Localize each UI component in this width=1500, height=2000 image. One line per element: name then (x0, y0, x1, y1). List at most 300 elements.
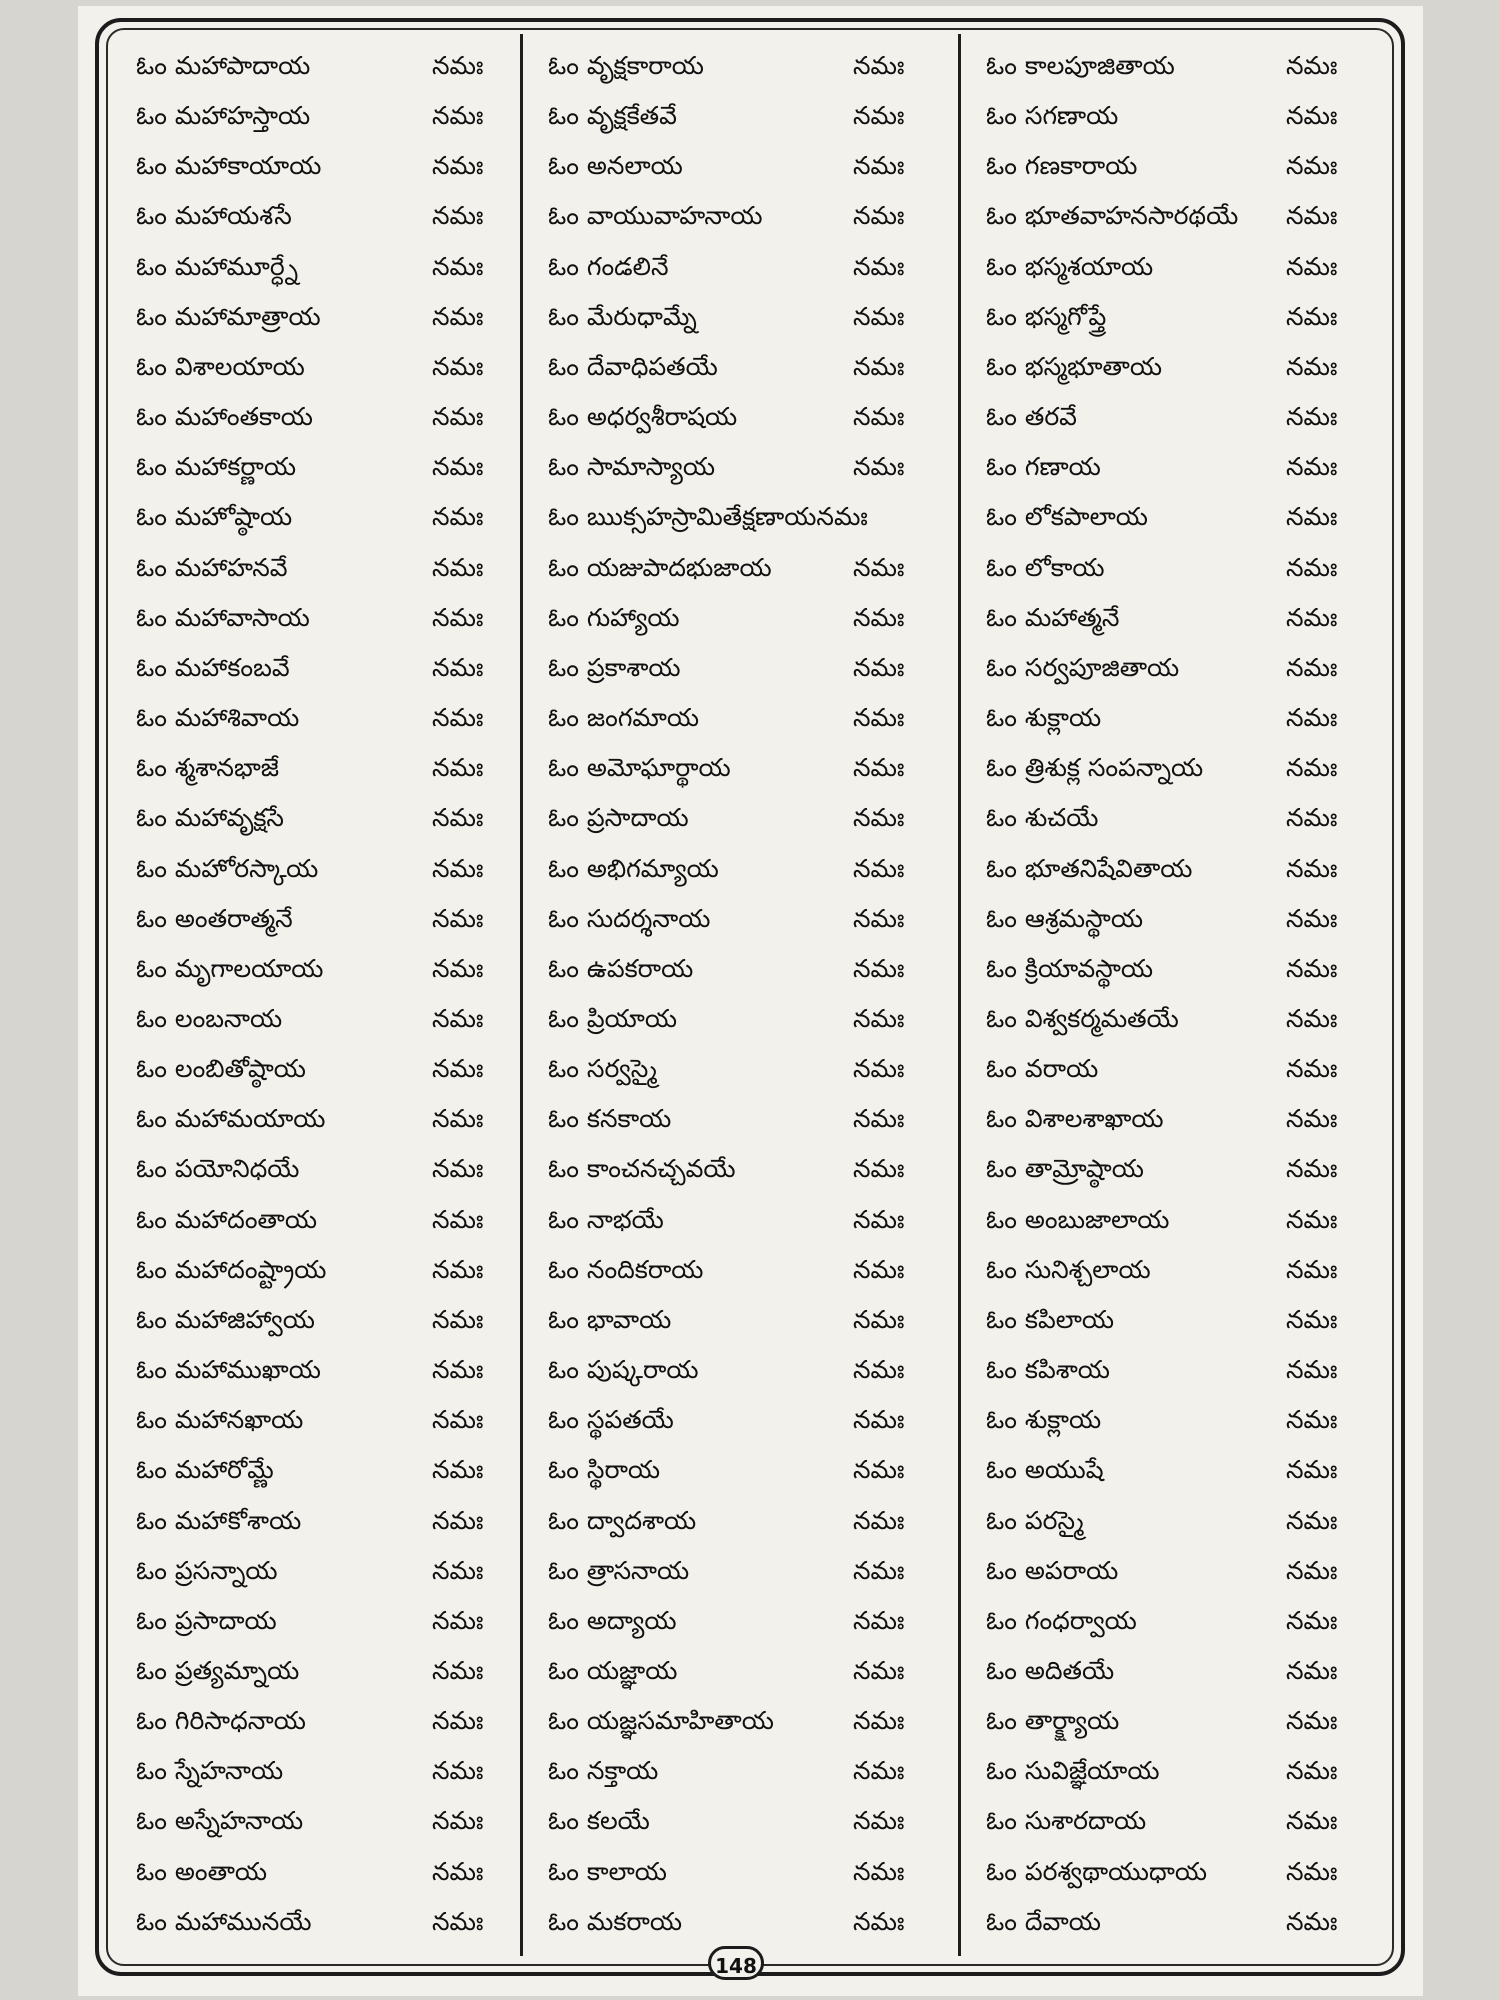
mantra-name: ఓం మహాశివాయ (136, 703, 300, 733)
namah-label: నమః (432, 1154, 484, 1184)
mantra-row (986, 1900, 1366, 1944)
mantra-name: ఓం స్థపతయే (548, 1405, 674, 1435)
mantra-row (136, 1348, 506, 1392)
mantra-row (986, 1348, 1366, 1392)
namah-label: నమః (432, 101, 484, 131)
namah-label: నమః (1286, 1656, 1338, 1685)
mantra-row (548, 1198, 948, 1242)
mantra-name: ఓం కనకాయ (548, 1104, 672, 1134)
mantra-name: ఓం కాలపూజితాయ (986, 51, 1175, 80)
namah-label: నమః (432, 1355, 484, 1385)
namah-label: నమః (1286, 1204, 1338, 1234)
namah-label: నమః (853, 301, 905, 331)
mantra-name: ఓం ఋక్సహస్రామితేక్షణాయనమః (548, 502, 868, 532)
mantra-row (986, 495, 1366, 539)
mantra-row (136, 696, 506, 740)
namah-label: నమః (1286, 1355, 1338, 1385)
mantra-row (136, 1248, 506, 1292)
mantra-name: ఓం వృక్షకేతవే (548, 101, 677, 131)
namah-label: నమః (853, 903, 905, 933)
namah-label: నమః (1286, 903, 1338, 933)
namah-label: నమః (1286, 301, 1338, 331)
mantra-row (986, 646, 1366, 690)
mantra-row (986, 746, 1366, 790)
mantra-row (136, 1499, 506, 1543)
namah-label: నమః (853, 803, 905, 833)
mantra-row (548, 596, 948, 640)
mantra-row (986, 1097, 1366, 1141)
namah-label: నమః (432, 1204, 484, 1234)
mantra-name: ఓం అస్నేహనాయ (136, 1806, 304, 1836)
mantra-row (986, 1147, 1366, 1191)
mantra-name: ఓం భస్మభూతాయ (986, 351, 1162, 381)
column-3 (986, 44, 1366, 1944)
namah-label: నమః (1286, 201, 1338, 231)
column-1 (136, 44, 506, 1944)
mantra-row (136, 395, 506, 439)
namah-label: నమః (1286, 1906, 1338, 1936)
mantra-name: ఓం అంబుజాలాయ (986, 1204, 1170, 1234)
mantra-row (986, 1448, 1366, 1492)
namah-label: నమః (853, 351, 905, 381)
mantra-name: ఓం మహాకర్ణాయ (136, 452, 296, 482)
mantra-name: ఓం లోకాయ (986, 552, 1105, 582)
mantra-name: ఓం విశ్వకర్మమతయే (986, 1003, 1179, 1033)
mantra-row (986, 947, 1366, 991)
namah-label: నమః (1286, 402, 1338, 432)
namah-label: నమః (853, 1405, 905, 1435)
namah-label: నమః (432, 1656, 484, 1685)
namah-label: నమః (432, 502, 484, 532)
mantra-row (548, 1298, 948, 1342)
mantra-name: ఓం మహాయశసే (136, 201, 292, 231)
namah-label: నమః (1286, 1054, 1338, 1084)
namah-label: నమః (1286, 1706, 1338, 1736)
mantra-name: ఓం నక్తాయ (548, 1756, 659, 1786)
namah-label: నమః (1286, 1003, 1338, 1033)
namah-label: నమః (432, 1555, 484, 1585)
namah-label: నమః (853, 1455, 905, 1485)
mantra-name: ఓం లంబితోష్ఠాయ (136, 1054, 306, 1084)
mantra-row (548, 1448, 948, 1492)
namah-label: నమః (1286, 51, 1338, 80)
mantra-name: ఓం భస్మగోప్త్రే (986, 301, 1107, 331)
mantra-name: ఓం మహామయాయ (136, 1104, 326, 1134)
mantra-name: ఓం మహోష్ఠాయ (136, 502, 293, 532)
mantra-name: ఓం అపరాయ (986, 1555, 1119, 1585)
mantra-name: ఓం శుక్లాయ (986, 1405, 1102, 1435)
mantra-name: ఓం మకరాయ (548, 1906, 682, 1936)
namah-label: నమః (853, 51, 905, 80)
namah-label: నమః (853, 1003, 905, 1033)
mantra-row (136, 1749, 506, 1793)
mantra-row (136, 295, 506, 339)
mantra-name: ఓం అనలాయ (548, 151, 683, 181)
mantra-name: ఓం శ్మశానభాజే (136, 753, 280, 783)
namah-label: నమః (432, 1104, 484, 1134)
mantra-row (548, 1599, 948, 1643)
mantra-name: ఓం తార్క్ష్యాయ (986, 1706, 1120, 1736)
mantra-name: ఓం సర్వపూజితాయ (986, 652, 1180, 682)
mantra-name: ఓం వరాయ (986, 1054, 1099, 1084)
mantra-name: ఓం గణాయ (986, 452, 1101, 482)
mantra-row (548, 1649, 948, 1693)
mantra-name: ఓం త్రిశుక్ల సంపన్నాయ (986, 753, 1204, 783)
mantra-row (986, 194, 1366, 238)
mantra-row (548, 1097, 948, 1141)
mantra-name: ఓం విశాలయాయ (136, 351, 305, 381)
namah-label: నమః (1286, 1806, 1338, 1836)
mantra-row (136, 596, 506, 640)
namah-label: నమః (853, 1254, 905, 1284)
mantra-row (548, 144, 948, 188)
namah-label: నమః (853, 1656, 905, 1685)
namah-label: నమః (853, 1505, 905, 1535)
namah-label: నమః (853, 1204, 905, 1234)
namah-label: నమః (432, 452, 484, 482)
mantra-row (986, 897, 1366, 941)
mantra-row (548, 1248, 948, 1292)
mantra-row (986, 796, 1366, 840)
namah-label: నమః (853, 1304, 905, 1334)
mantra-row (986, 1699, 1366, 1743)
namah-label: నమః (853, 703, 905, 733)
mantra-row (548, 997, 948, 1041)
mantra-name: ఓం మహామాత్రాయ (136, 301, 321, 331)
mantra-name: ఓం మహాహనవే (136, 552, 288, 582)
mantra-row (548, 897, 948, 941)
mantra-row (136, 796, 506, 840)
mantra-row (986, 144, 1366, 188)
mantra-name: ఓం తామ్రోష్ఠాయ (986, 1154, 1144, 1184)
mantra-row (136, 746, 506, 790)
namah-label: నమః (1286, 953, 1338, 983)
namah-label: నమః (432, 151, 484, 181)
mantra-name: ఓం మహాకంబవే (136, 652, 290, 682)
mantra-row (548, 1549, 948, 1593)
mantra-row (548, 696, 948, 740)
mantra-name: ఓం ఆశ్రమస్థాయ (986, 903, 1143, 933)
mantra-row (548, 1850, 948, 1894)
mantra-name: ఓం మహాదంతాయ (136, 1204, 317, 1234)
namah-label: నమః (853, 652, 905, 682)
namah-label: నమః (853, 1806, 905, 1836)
mantra-name: ఓం మహాముఖాయ (136, 1355, 321, 1385)
mantra-name: ఓం తరవే (986, 402, 1077, 432)
namah-label: నమః (432, 1706, 484, 1736)
mantra-name: ఓం విశాలశాఖాయ (986, 1104, 1164, 1134)
mantra-row (986, 1248, 1366, 1292)
mantra-row (986, 44, 1366, 88)
namah-label: నమః (853, 1756, 905, 1786)
mantra-name: ఓం యజ్ఞసమాహితాయ (548, 1706, 774, 1736)
namah-label: నమః (853, 1154, 905, 1184)
mantra-name: ఓం వాయువాహనాయ (548, 201, 763, 231)
mantra-name: ఓం అదితయే (986, 1656, 1115, 1685)
mantra-name: ఓం ప్రకాశాయ (548, 652, 681, 682)
namah-label: నమః (1286, 853, 1338, 883)
mantra-row (986, 1799, 1366, 1843)
namah-label: నమః (853, 753, 905, 783)
mantra-row (986, 847, 1366, 891)
namah-label: నమః (432, 1906, 484, 1936)
mantra-row (548, 44, 948, 88)
mantra-row (136, 1549, 506, 1593)
mantra-row (136, 997, 506, 1041)
namah-label: నమః (1286, 1856, 1338, 1886)
namah-label: నమః (1286, 703, 1338, 733)
mantra-row (986, 596, 1366, 640)
mantra-row (986, 295, 1366, 339)
mantra-row (136, 1147, 506, 1191)
namah-label: నమః (1286, 1254, 1338, 1284)
mantra-row (986, 1398, 1366, 1442)
mantra-row (548, 1799, 948, 1843)
column-divider-2 (958, 34, 961, 1956)
mantra-name: ఓం గుహ్యాయ (548, 602, 680, 632)
mantra-row (136, 546, 506, 590)
mantra-name: ఓం నందికరాయ (548, 1254, 704, 1284)
namah-label: నమః (1286, 1455, 1338, 1485)
mantra-name: ఓం త్రాసనాయ (548, 1555, 690, 1585)
mantra-row (136, 245, 506, 289)
mantra-row (548, 194, 948, 238)
namah-label: నమః (853, 1706, 905, 1736)
mantra-row (136, 1448, 506, 1492)
mantra-name: ఓం అంతరాత్మనే (136, 903, 293, 933)
mantra-name: ఓం లోకపాలాయ (986, 502, 1148, 532)
mantra-row (136, 1850, 506, 1894)
page-number: 148 (708, 1946, 764, 1980)
mantra-name: ఓం అంతాయ (136, 1856, 268, 1886)
mantra-row (986, 1549, 1366, 1593)
mantra-name: ఓం గిరిసాధనాయ (136, 1706, 306, 1736)
namah-label: నమః (432, 251, 484, 281)
mantra-name: ఓం మహాత్మనే (986, 602, 1120, 632)
mantra-row (136, 1900, 506, 1944)
mantra-row (986, 1649, 1366, 1693)
mantra-name: ఓం వృక్షకారాయ (548, 51, 704, 80)
mantra-name: ఓం కలయే (548, 1806, 650, 1836)
namah-label: నమః (1286, 1505, 1338, 1535)
namah-label: నమః (432, 1304, 484, 1334)
mantra-row (548, 1749, 948, 1793)
mantra-name: ఓం దేవాయ (986, 1906, 1101, 1936)
mantra-name: ఓం భూతవాహనసారథయే (986, 201, 1239, 231)
namah-label: నమః (432, 51, 484, 80)
namah-label: నమః (1286, 151, 1338, 181)
mantra-row (548, 345, 948, 389)
mantra-name: ఓం ప్రసాదాయ (136, 1605, 277, 1635)
namah-label: నమః (432, 301, 484, 331)
mantra-name: ఓం గంధర్వాయ (986, 1605, 1137, 1635)
mantra-name: ఓం మేరుధామ్నే (548, 301, 697, 331)
namah-label: నమః (853, 1605, 905, 1635)
namah-label: నమః (1286, 1154, 1338, 1184)
namah-label: నమః (432, 1605, 484, 1635)
namah-label: నమః (1286, 803, 1338, 833)
mantra-name: ఓం మహారోమ్ణే (136, 1455, 274, 1485)
mantra-name: ఓం మహామూర్ధ్నే (136, 251, 298, 281)
mantra-name: ఓం ఉపకరాయ (548, 953, 694, 983)
mantra-row (548, 746, 948, 790)
mantra-name: ఓం లంబనాయ (136, 1003, 283, 1033)
namah-label: నమః (853, 602, 905, 632)
mantra-name: ఓం సర్వస్మై (548, 1054, 658, 1084)
namah-label: నమః (1286, 1304, 1338, 1334)
mantra-name: ఓం భావాయ (548, 1304, 672, 1334)
mantra-row (986, 696, 1366, 740)
mantra-name: ఓం ప్రసన్నాయ (136, 1555, 278, 1585)
namah-label: నమః (1286, 1605, 1338, 1635)
mantra-name: ఓం మహావృక్షసే (136, 803, 284, 833)
mantra-row (548, 395, 948, 439)
mantra-name: ఓం కపిశాయ (986, 1355, 1110, 1385)
mantra-name: ఓం ప్రసాదాయ (548, 803, 689, 833)
mantra-name: ఓం సామాస్యాయ (548, 452, 715, 482)
namah-label: నమః (432, 1405, 484, 1435)
mantra-row (548, 1900, 948, 1944)
namah-label: నమః (853, 402, 905, 432)
mantra-row (136, 1298, 506, 1342)
mantra-name: ఓం పుష్కరాయ (548, 1355, 699, 1385)
namah-label: నమః (432, 1806, 484, 1836)
mantra-row (548, 495, 948, 539)
mantra-name: ఓం మహానఖాయ (136, 1405, 304, 1435)
mantra-name: ఓం కాలాయ (548, 1856, 667, 1886)
mantra-name: ఓం శుక్లాయ (986, 703, 1102, 733)
namah-label: నమః (432, 1856, 484, 1886)
mantra-name: ఓం ద్వాదశాయ (548, 1505, 697, 1535)
mantra-name: ఓం అధర్వశీరాషయ (548, 402, 738, 432)
namah-label: నమః (853, 1054, 905, 1084)
namah-label: నమః (432, 552, 484, 582)
mantra-row (136, 1198, 506, 1242)
mantra-row (986, 1599, 1366, 1643)
namah-label: నమః (432, 1505, 484, 1535)
namah-label: నమః (1286, 351, 1338, 381)
mantra-row (986, 345, 1366, 389)
namah-label: నమః (432, 803, 484, 833)
namah-label: నమః (1286, 1405, 1338, 1435)
namah-label: నమః (1286, 251, 1338, 281)
mantra-row (136, 947, 506, 991)
namah-label: నమః (432, 1756, 484, 1786)
namah-label: నమః (432, 402, 484, 432)
mantra-row (986, 395, 1366, 439)
mantra-name: ఓం పరస్మై (986, 1505, 1084, 1535)
mantra-name: ఓం భూతనిషేవితాయ (986, 853, 1193, 883)
namah-label: నమః (432, 853, 484, 883)
mantra-row (986, 1047, 1366, 1091)
mantra-name: ఓం అభిగమ్యాయ (548, 853, 719, 883)
mantra-row (986, 546, 1366, 590)
mantra-name: ఓం మహాహస్తాయ (136, 101, 311, 131)
mantra-name: ఓం ప్రత్యమ్నాయ (136, 1656, 300, 1685)
mantra-row (548, 546, 948, 590)
mantra-row (548, 245, 948, 289)
mantra-name: ఓం కపిలాయ (986, 1304, 1115, 1334)
mantra-name: ఓం మృగాలయాయ (136, 953, 324, 983)
mantra-name: ఓం మహోరస్కాయ (136, 853, 319, 883)
mantra-row (986, 997, 1366, 1041)
mantra-name: ఓం సగణాయ (986, 101, 1119, 131)
mantra-name: ఓం యజ్ఞాయ (548, 1656, 678, 1685)
mantra-row (136, 1799, 506, 1843)
mantra-name: ఓం గణకారాయ (986, 151, 1138, 181)
mantra-row (986, 1198, 1366, 1242)
namah-label: నమః (432, 753, 484, 783)
mantra-row (548, 1147, 948, 1191)
column-divider-1 (520, 34, 523, 1956)
namah-label: నమః (432, 1455, 484, 1485)
mantra-row (986, 94, 1366, 138)
namah-label: నమః (853, 251, 905, 281)
namah-label: నమః (1286, 652, 1338, 682)
mantra-name: ఓం ప్రియాయ (548, 1003, 677, 1033)
column-2 (548, 44, 948, 1944)
mantra-row (548, 947, 948, 991)
namah-label: నమః (432, 1254, 484, 1284)
mantra-name: ఓం మహాపాదాయ (136, 51, 311, 80)
mantra-name: ఓం గండలినే (548, 251, 669, 281)
namah-label: నమః (1286, 452, 1338, 482)
mantra-row (986, 245, 1366, 289)
mantra-name: ఓం సునిశ్చలాయ (986, 1254, 1151, 1284)
mantra-name: ఓం మహావాసాయ (136, 602, 310, 632)
mantra-row (136, 445, 506, 489)
mantra-name: ఓం పయోనిధయే (136, 1154, 300, 1184)
namah-label: నమః (853, 151, 905, 181)
mantra-name: ఓం శుచయే (986, 803, 1099, 833)
mantra-row (136, 94, 506, 138)
namah-label: నమః (853, 1555, 905, 1585)
mantra-row (136, 1699, 506, 1743)
mantra-row (548, 1699, 948, 1743)
mantra-name: ఓం పరశ్వథాయుధాయ (986, 1856, 1208, 1886)
namah-label: నమః (1286, 1756, 1338, 1786)
mantra-row (136, 144, 506, 188)
mantra-row (986, 1850, 1366, 1894)
mantra-row (136, 1097, 506, 1141)
mantra-row (986, 445, 1366, 489)
mantra-row (136, 1599, 506, 1643)
namah-label: నమః (432, 602, 484, 632)
namah-label: నమః (1286, 1555, 1338, 1585)
mantra-row (548, 1499, 948, 1543)
mantra-name: ఓం మహాంతకాయ (136, 402, 313, 432)
namah-label: నమః (853, 953, 905, 983)
mantra-row (548, 796, 948, 840)
mantra-name: ఓం మహాకోశాయ (136, 1505, 302, 1535)
namah-label: నమః (432, 201, 484, 231)
mantra-name: ఓం క్రియావస్థాయ (986, 953, 1154, 983)
mantra-row (548, 1047, 948, 1091)
mantra-row (986, 1749, 1366, 1793)
namah-label: నమః (1286, 602, 1338, 632)
mantra-row (136, 646, 506, 690)
mantra-name: ఓం మహామునయే (136, 1906, 312, 1936)
namah-label: నమః (1286, 101, 1338, 131)
mantra-name: ఓం జంగమాయ (548, 703, 700, 733)
mantra-name: ఓం మహాజిహ్వాయ (136, 1304, 315, 1334)
mantra-row (136, 1649, 506, 1693)
namah-label: నమః (432, 351, 484, 381)
namah-label: నమః (1286, 552, 1338, 582)
mantra-row (548, 295, 948, 339)
namah-label: నమః (853, 1104, 905, 1134)
namah-label: నమః (853, 1856, 905, 1886)
